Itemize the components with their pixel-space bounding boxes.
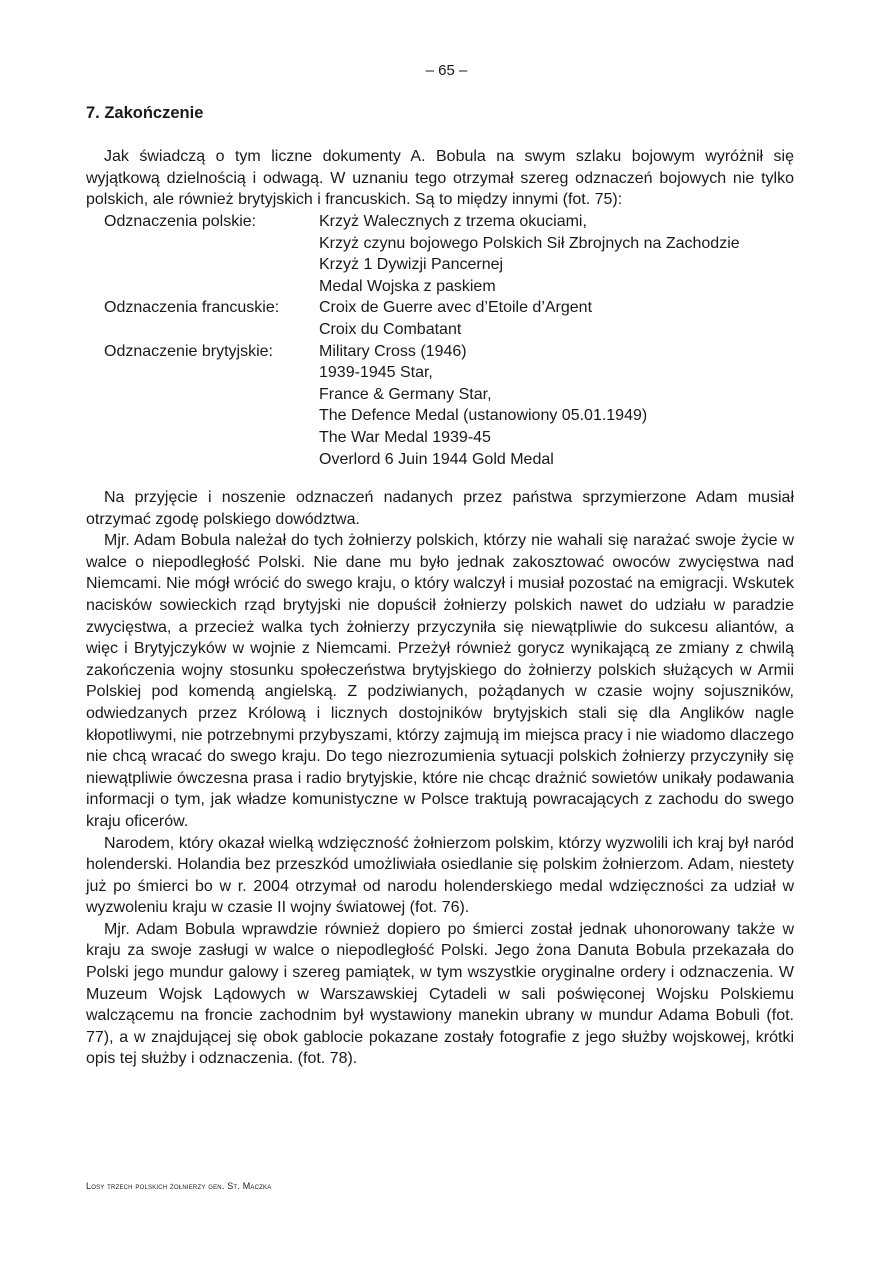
medal-group-label: Odznaczenia polskie: <box>104 213 257 230</box>
section-title: 7. Zakończenie <box>86 104 204 122</box>
running-footer: Losy trzech polskich żołnierzy gen. St. Maczka <box>86 1181 272 1191</box>
medal-item: Croix de Guerre avec d’Etoile d’Argent <box>319 299 593 317</box>
medal-group-french <box>104 297 804 340</box>
body-text <box>86 487 794 1070</box>
medal-items <box>319 297 804 340</box>
medal-item: Croix du Combatant <box>319 320 462 338</box>
medal-item: The War Medal 1939-45 <box>319 428 491 446</box>
body-paragraph: Mjr. Adam Bobula należał do tych żołnierzy polskich, którzy nie wahali się narażać swoje życie w walce o niepodległość Polski. Nie dane mu było jednak zakosztować owoców zwycięstwa nad Niemcami. Nie mógł wrócić do swego kraju, o który walczył i musiał pozostać na emigracji. Wskutek nacisków sowieckich rząd brytyjski nie dopuścił żołnierzy polskich nawet do udziału w paradzie zwycięstwa, a przecież walka tych żołnierzy przyczyniła się niewątpliwie do sukcesu aliantów, a więc i Brytyjczyków w wojnie z Niemcami. Przeżył również gorycz wynikającą ze zmiany z chwilą zakończenia wojny stosunku społeczeństwa brytyjskiego do żołnierzy polskich służących w Armii Polskiej pod komendą angielską. Z podziwianych, pożądanych w czasie wojny sojuszników, odwiedzanych przez Królową i licznych dostojników brytyjskich stali się dla Anglików nagle kłopotliwymi, nie potrzebnymi przybyszami, którzy zajmują im miejsca pracy i nie wiadomo dlaczego nie chcą wracać do swego kraju. Do tego niezrozumienia sytuacji polskich żołnierzy przyczyniły się niewątpliwie ówczesna prasa i radio brytyjskie, które nie chcąc drażnić sowietów unikały podawania informacji o tym, jak władze komunistyczne w Polsce traktują powracających z zachodu do swego kraju oficerów. <box>86 532 794 830</box>
medal-item: Krzyż Walecznych z trzema okuciami, <box>319 213 587 230</box>
medal-group-label: Odznaczenia francuskie: <box>104 299 280 317</box>
body-paragraph: Na przyjęcie i noszenie odznaczeń nadanych przez państwa sprzymierzone Adam musiał otrzymać zgodę polskiego dowództwa. <box>86 489 794 528</box>
medal-item: Medal Wojska z paskiem <box>319 277 496 295</box>
medal-item: Krzyż 1 Dywizji Pancernej <box>319 256 504 274</box>
medal-item: Overlord 6 Juin 1944 Gold Medal <box>319 450 554 468</box>
medal-item: 1939-1945 Star, <box>319 364 433 382</box>
body-paragraph: Mjr. Adam Bobula wprawdzie również dopiero po śmierci został jednak uhonorowany także w kraju za swoje zasługi w walce o niepodległość Polski. Jego żona Danuta Bobula przekazała do Polski jego mundur galowy i szereg pamiątek, w tym wszystkie oryginalne ordery i odznaczenia. W Muzeum Wojsk Lądowych w Warszawskiej Cytadeli w sali poświęconej Wojsku Polskiemu walczącemu na froncie zachodnim był wystawiony manekin ubrany w mundur Adama Bobuli (fot. 77), a w znajdującej się obok gablocie pokazane zostały fotografie z jego służby wojskowej, krótki opis tej służby i odznaczenia. (fot. 78). <box>86 920 794 1068</box>
intro-block <box>86 146 794 211</box>
medal-item: Military Cross (1946) <box>319 342 467 360</box>
medal-group-label: Odznaczenie brytyjskie: <box>104 342 273 360</box>
medal-item: France & Germany Star, <box>319 385 492 403</box>
medals-list <box>104 211 804 470</box>
medal-items <box>319 211 804 297</box>
medal-item: The Defence Medal (ustanowiony 05.01.1949) <box>319 407 648 425</box>
medal-items <box>319 341 804 471</box>
page-number: – 65 – <box>425 62 468 79</box>
medal-group-polish <box>104 211 804 297</box>
medal-item: Krzyż czynu bojowego Polskich Sił Zbrojnych na Zachodzie <box>319 234 740 252</box>
intro-paragraph: Jak świadczą o tym liczne dokumenty A. Bobula na swym szlaku bojowym wyróżnił się wyjątkową dzielnością i odwagą. W uznaniu tego otrzymał szereg odznaczeń bojowych nie tylko polskich, ale również brytyjskich i francuskich. Są to między innymi (fot. 75): <box>86 148 794 209</box>
medal-group-british <box>104 341 804 471</box>
body-paragraph: Narodem, który okazał wielką wdzięczność żołnierzom polskim, którzy wyzwolili ich kraj był naród holenderski. Holandia bez przeszkód umożliwiała osiedlanie się polskim żołnierzom. Adam, niestety już po śmierci bo w r. 2004 otrzymał od narodu holenderskiego medal wdzięczności za udział w wyzwoleniu kraju w czasie II wojny światowej (fot. 76). <box>86 834 794 917</box>
